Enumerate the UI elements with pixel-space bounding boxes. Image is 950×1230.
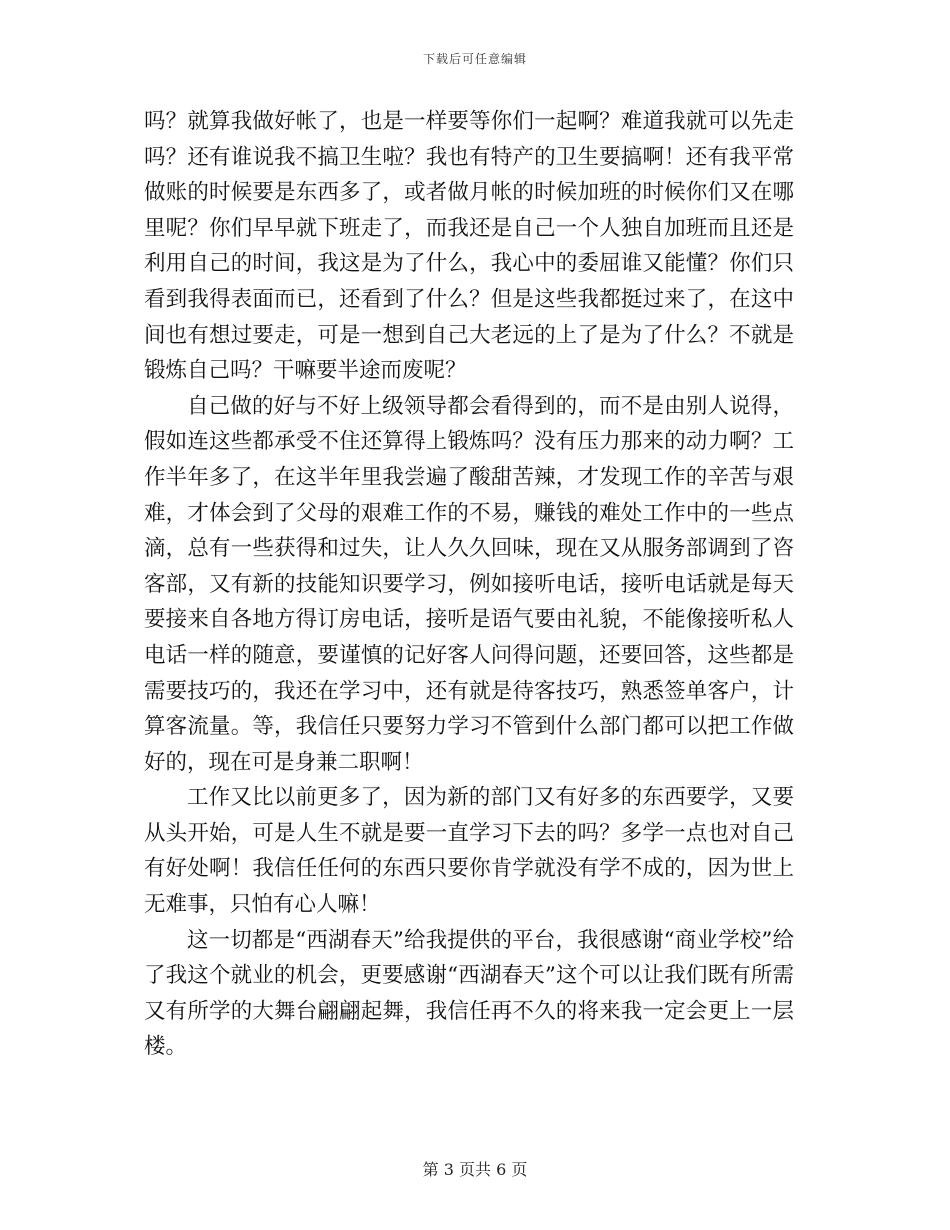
- paragraph-continued: 吗？就算我做好帐了，也是一样要等你们一起啊？难道我就可以先走吗？还有谁说我不搞卫生啦？我也有特产的卫生要搞啊！还有我平常做账的时候要是东西多了，或者做月帐的时候加班的时候你们又在哪里呢？你们早早就下班走了，而我还是自己一个人独自加班而且还是利用自己的时间，我这是为了什么，我心中的委屈谁又能懂？你们只看到我得表面而已，还看到了什么？但是这些我都挺过来了，在这中间也有想过要走，可是一想到自己大老远的上了是为了什么？不就是锻炼自己吗？干嘛要半途而废呢？: [144, 109, 794, 384]
- document-body: [144, 104, 794, 1065]
- page-header: 下载后可任意编辑: [422, 52, 527, 66]
- paragraph: 这一切都是“西湖春天”给我提供的平台，我很感谢“商业学校”给了我这个就业的机会，更要感谢“西湖春天”这个可以让我们既有所需又有所学的大舞台翩翩起舞，我信任再不久的将来我一定会更上一层楼。: [144, 927, 794, 1060]
- page-footer: 第 3 页共 6 页: [422, 1160, 528, 1179]
- paragraph: 工作又比以前更多了，因为新的部门又有好多的东西要学，又要从头开始，可是人生不就是要一直学习下去的吗？多学一点也对自己有好处啊！我信任任何的东西只要你肯学就没有学不成的，因为世上无难事，只怕有心人嘛！: [144, 785, 794, 918]
- paragraph: 自己做的好与不好上级领导都会看得到的，而不是由别人说得，假如连这些都承受不住还算得上锻炼吗？没有压力那来的动力啊？工作半年多了，在这半年里我尝遍了酸甜苦辣，才发现工作的辛苦与艰难，才体会到了父母的艰难工作的不易，赚钱的难处工作中的一些点滴，总有一些获得和过失，让人久久回味，现在又从服务部调到了咨客部，又有新的技能知识要学习，例如接听电话，接听电话就是每天要接来自各地方得订房电话，接听是语气要由礼貌，不能像接听私人电话一样的随意，要谨慎的记好客人问得问题，还要回答，这些都是需要技巧的，我还在学习中，还有就是待客技巧，熟悉签单客户，计算客流量。等，我信任只要努力学习不管到什么部门都可以把工作做好的，现在可是身兼二职啊！: [144, 393, 794, 775]
